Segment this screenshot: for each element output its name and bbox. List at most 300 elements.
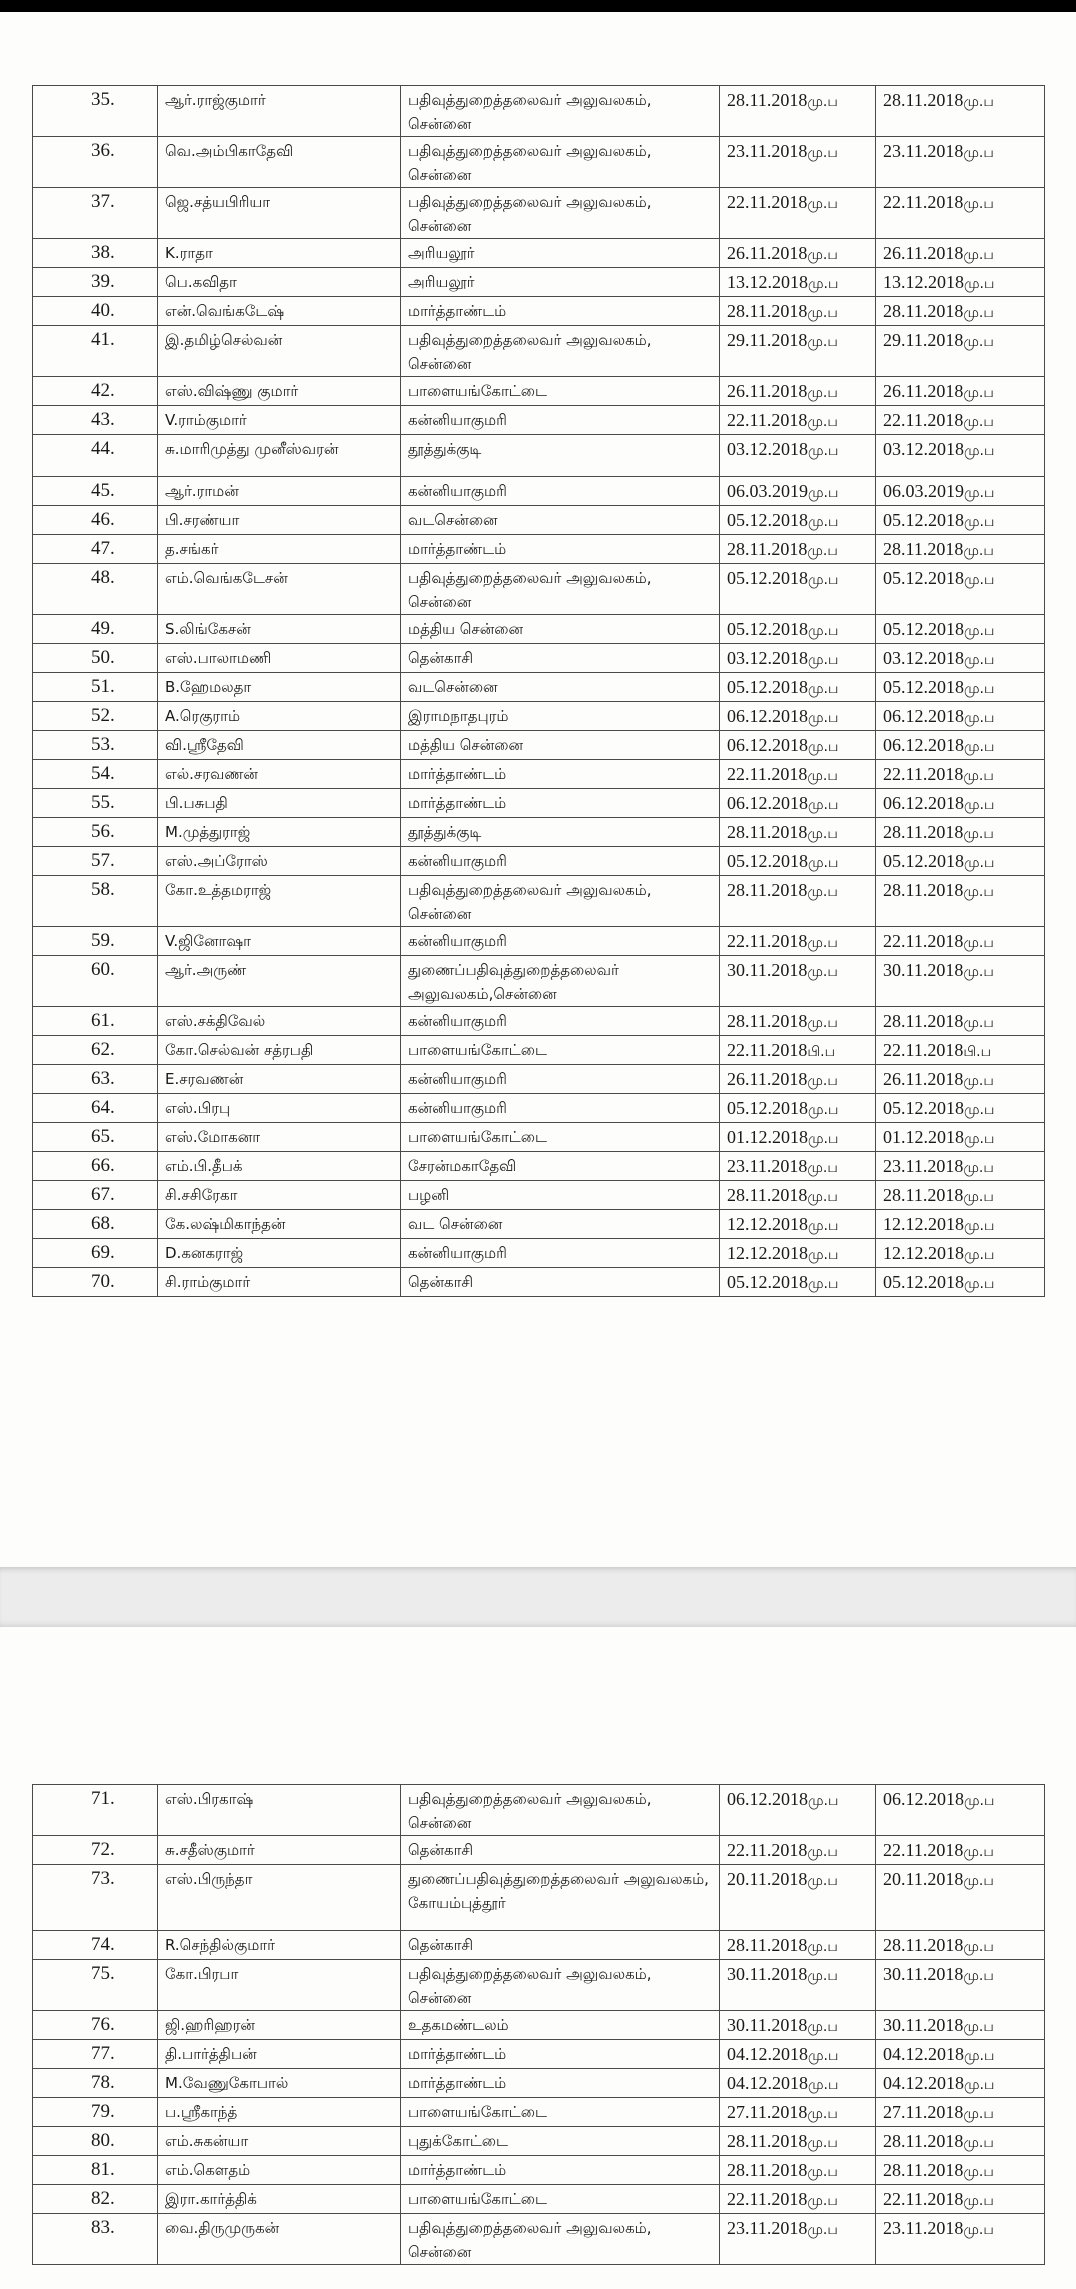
office-location: மத்திய சென்னை (401, 731, 720, 760)
date-to (876, 2069, 1045, 2098)
document-page-2 (0, 1627, 1076, 2289)
office-location: உதகமண்டலம் (401, 2011, 720, 2040)
office-location: பதிவுத்துறைத்தலைவர் அலுவலகம், சென்னை (401, 1960, 720, 2011)
session-label: மு.ப (808, 855, 839, 871)
table-row (33, 876, 1045, 927)
session-label: மு.ப (808, 1102, 839, 1118)
date-value: 28.11.2018 (883, 880, 964, 900)
session-label: மு.ப (964, 1276, 995, 1292)
office-location: பதிவுத்துறைத்தலைவர் அலுவலகம், சென்னை (401, 188, 720, 239)
session-label: மு.ப (808, 572, 839, 588)
session-label: மு.ப (964, 1218, 995, 1234)
person-name: எம்.பி.தீபக் (158, 1152, 401, 1181)
table-row (33, 239, 1045, 268)
date-value: 26.11.2018 (883, 381, 964, 401)
office-location: மார்த்தாண்டம் (401, 760, 720, 789)
date-value: 26.11.2018 (727, 243, 808, 263)
session-label: மு.ப (808, 1793, 839, 1809)
office-location: பதிவுத்துறைத்தலைவர் அலுவலகம், சென்னை (401, 1785, 720, 1836)
table-row (33, 1785, 1045, 1836)
session-label: மு.ப (808, 681, 839, 697)
session-label: மு.ப (807, 247, 838, 263)
date-from (720, 477, 876, 506)
table-row (33, 297, 1045, 326)
session-label: மு.ப (807, 414, 838, 430)
office-location: கன்னியாகுமரி (401, 927, 720, 956)
date-value: 28.11.2018 (883, 539, 964, 559)
date-from (720, 615, 876, 644)
date-to (876, 927, 1045, 956)
serial-number: 48. (33, 564, 158, 615)
table-row (33, 1152, 1045, 1181)
date-to (876, 2156, 1045, 2185)
date-from (720, 760, 876, 789)
date-value: 05.12.2018 (883, 1098, 964, 1118)
date-to (876, 789, 1045, 818)
office-location: கன்னியாகுமரி (401, 847, 720, 876)
session-label: மு.ப (807, 964, 838, 980)
date-value: 05.12.2018 (883, 510, 964, 530)
date-value: 05.12.2018 (883, 619, 964, 639)
session-label: மு.ப (808, 276, 839, 292)
office-location: மார்த்தாண்டம் (401, 2040, 720, 2069)
date-to (876, 406, 1045, 435)
date-value: 30.11.2018 (727, 960, 808, 980)
table-row (33, 1960, 1045, 2011)
date-value: 03.12.2018 (883, 439, 964, 459)
date-value: 30.11.2018 (727, 2015, 808, 2035)
date-value: 30.11.2018 (883, 2015, 964, 2035)
person-name: V.ராம்குமார் (158, 406, 401, 435)
date-value: 28.11.2018 (727, 539, 808, 559)
table-row (33, 702, 1045, 731)
table-row (33, 1836, 1045, 1865)
person-name: வெ.அம்பிகாதேவி (158, 137, 401, 188)
date-value: 06.03.2019 (727, 481, 808, 501)
date-value: 22.11.2018 (883, 192, 964, 212)
session-label: மு.ப (964, 652, 995, 668)
session-label: மு.ப (808, 652, 839, 668)
session-label: மு.ப (808, 485, 839, 501)
table-row (33, 2040, 1045, 2069)
serial-number: 60. (33, 956, 158, 1007)
table-row (33, 2069, 1045, 2098)
date-to (876, 760, 1045, 789)
date-value: 01.12.2018 (883, 1127, 964, 1147)
office-location: தூத்துக்குடி (401, 435, 720, 477)
person-name: எம்.கௌதம் (158, 2156, 401, 2185)
serial-number: 49. (33, 615, 158, 644)
date-to (876, 702, 1045, 731)
session-label: மு.ப (964, 514, 995, 530)
office-location: மார்த்தாண்டம் (401, 2069, 720, 2098)
person-name: எஸ்.அப்ரோஸ் (158, 847, 401, 876)
session-label: மு.ப (963, 1968, 994, 1984)
date-value: 22.11.2018 (727, 2189, 808, 2209)
session-label: மு.ப (963, 145, 994, 161)
date-from (720, 1785, 876, 1836)
session-label: மு.ப (963, 768, 994, 784)
session-label: மு.ப (963, 94, 994, 110)
serial-number: 43. (33, 406, 158, 435)
date-from (720, 1239, 876, 1268)
date-to (876, 673, 1045, 702)
table-row (33, 956, 1045, 1007)
person-name: த.சங்கர் (158, 535, 401, 564)
table-row (33, 1094, 1045, 1123)
table-row (33, 1210, 1045, 1239)
serial-number: 59. (33, 927, 158, 956)
date-value: 23.11.2018 (883, 1156, 964, 1176)
date-to (876, 435, 1045, 477)
date-value: 12.12.2018 (727, 1214, 808, 1234)
date-value: 04.12.2018 (883, 2073, 964, 2093)
serial-number: 51. (33, 673, 158, 702)
session-label: பி.ப (963, 1044, 991, 1060)
date-value: 06.03.2019 (883, 481, 964, 501)
person-name: எல்.சரவணன் (158, 760, 401, 789)
office-location: துணைப்பதிவுத்துறைத்தலைவர் அலுவலகம், கோயம்புத்தூர் (401, 1865, 720, 1931)
session-label: மு.ப (963, 1160, 994, 1176)
date-value: 05.12.2018 (727, 619, 808, 639)
date-to (876, 2214, 1045, 2265)
serial-number: 56. (33, 818, 158, 847)
table-row (33, 188, 1045, 239)
session-label: மு.ப (963, 2135, 994, 2151)
person-name: எஸ்.பிரபு (158, 1094, 401, 1123)
office-location: பதிவுத்துறைத்தலைவர் அலுவலகம், சென்னை (401, 137, 720, 188)
date-to (876, 477, 1045, 506)
date-value: 20.11.2018 (883, 1869, 964, 1889)
session-label: மு.ப (963, 2193, 994, 2209)
date-to (876, 1931, 1045, 1960)
date-to (876, 1268, 1045, 1297)
session-label: மு.ப (963, 1844, 994, 1860)
person-name: கோ.உத்தமராஜ் (158, 876, 401, 927)
serial-number: 45. (33, 477, 158, 506)
person-name: எஸ்.மோகனா (158, 1123, 401, 1152)
date-value: 12.12.2018 (883, 1214, 964, 1234)
date-value: 05.12.2018 (883, 677, 964, 697)
date-value: 29.11.2018 (727, 330, 808, 350)
serial-number: 64. (33, 1094, 158, 1123)
table-row (33, 506, 1045, 535)
date-from (720, 731, 876, 760)
session-label: மு.ப (808, 2077, 839, 2093)
date-value: 29.11.2018 (883, 330, 964, 350)
date-to (876, 1123, 1045, 1152)
session-label: மு.ப (964, 855, 995, 871)
table-row (33, 1007, 1045, 1036)
table-row (33, 86, 1045, 137)
date-from (720, 2127, 876, 2156)
table-row (33, 564, 1045, 615)
table-row (33, 2156, 1045, 2185)
session-label: மு.ப (807, 768, 838, 784)
serial-number: 63. (33, 1065, 158, 1094)
date-value: 05.12.2018 (727, 677, 808, 697)
session-label: மு.ப (963, 2106, 994, 2122)
table-row (33, 435, 1045, 477)
session-label: மு.ப (964, 1247, 995, 1263)
date-value: 28.11.2018 (883, 301, 964, 321)
serial-number: 57. (33, 847, 158, 876)
office-location: சேரன்மகாதேவி (401, 1152, 720, 1181)
table-row (33, 1931, 1045, 1960)
office-location: கன்னியாகுமரி (401, 1065, 720, 1094)
date-to (876, 239, 1045, 268)
session-label: மு.ப (807, 2164, 838, 2180)
date-value: 04.12.2018 (727, 2073, 808, 2093)
date-value: 23.11.2018 (883, 141, 964, 161)
session-label: மு.ப (964, 485, 995, 501)
person-name: V.ஜினோஷா (158, 927, 401, 956)
date-from (720, 1181, 876, 1210)
office-location: வட சென்னை (401, 1210, 720, 1239)
office-location: மத்திய சென்னை (401, 615, 720, 644)
date-value: 22.11.2018 (727, 931, 808, 951)
date-value: 03.12.2018 (883, 648, 964, 668)
session-label: மு.ப (963, 1873, 994, 1889)
office-location: கன்னியாகுமரி (401, 1239, 720, 1268)
date-to (876, 137, 1045, 188)
person-name: K.ராதா (158, 239, 401, 268)
date-from (720, 956, 876, 1007)
serial-number: 70. (33, 1268, 158, 1297)
serial-number: 69. (33, 1239, 158, 1268)
date-value: 30.11.2018 (883, 960, 964, 980)
person-name: ப.ஸ்ரீகாந்த் (158, 2098, 401, 2127)
session-label: மு.ப (807, 305, 838, 321)
person-name: எஸ்.பிரகாஷ் (158, 1785, 401, 1836)
serial-number: 54. (33, 760, 158, 789)
session-label: மு.ப (963, 1015, 994, 1031)
table-row (33, 818, 1045, 847)
table-row (33, 615, 1045, 644)
person-name: எஸ்.விஷ்ணு குமார் (158, 377, 401, 406)
date-value: 05.12.2018 (883, 1272, 964, 1292)
date-value: 30.11.2018 (727, 1964, 808, 1984)
session-label: மு.ப (964, 1131, 995, 1147)
date-from (720, 406, 876, 435)
office-location: பாளையங்கோட்டை (401, 1036, 720, 1065)
date-value: 23.11.2018 (883, 2218, 964, 2238)
session-label: மு.ப (807, 196, 838, 212)
session-label: மு.ப (808, 710, 839, 726)
date-to (876, 377, 1045, 406)
date-to (876, 297, 1045, 326)
serial-number: 50. (33, 644, 158, 673)
serial-number: 47. (33, 535, 158, 564)
office-location: பழனி (401, 1181, 720, 1210)
person-name: சி.ராம்குமார் (158, 1268, 401, 1297)
session-label: மு.ப (963, 334, 994, 350)
session-label: மு.ப (963, 305, 994, 321)
serial-number: 55. (33, 789, 158, 818)
date-to (876, 1836, 1045, 1865)
office-location: தென்காசி (401, 1836, 720, 1865)
session-label: மு.ப (807, 935, 838, 951)
session-label: மு.ப (808, 514, 839, 530)
date-from (720, 1007, 876, 1036)
date-from (720, 2040, 876, 2069)
date-value: 26.11.2018 (727, 1069, 808, 1089)
document-page-1 (0, 12, 1076, 1567)
date-value: 13.12.2018 (883, 272, 964, 292)
serial-number: 78. (33, 2069, 158, 2098)
person-name: ஆர்.ராமன் (158, 477, 401, 506)
date-from (720, 702, 876, 731)
serial-number: 58. (33, 876, 158, 927)
date-from (720, 1152, 876, 1181)
office-location: பதிவுத்துறைத்தலைவர் அலுவலகம், சென்னை (401, 86, 720, 137)
date-value: 26.11.2018 (727, 381, 808, 401)
date-to (876, 644, 1045, 673)
session-label: மு.ப (964, 739, 995, 755)
assignment-table-2 (32, 1784, 1045, 2265)
person-name: வை.திருமுருகன் (158, 2214, 401, 2265)
person-name: இ.தமிழ்செல்வன் (158, 326, 401, 377)
table-row (33, 847, 1045, 876)
date-from (720, 1268, 876, 1297)
table-row (33, 1865, 1045, 1931)
serial-number: 77. (33, 2040, 158, 2069)
serial-number: 39. (33, 268, 158, 297)
serial-number: 67. (33, 1181, 158, 1210)
date-to (876, 2011, 1045, 2040)
date-to (876, 1785, 1045, 1836)
date-to (876, 1960, 1045, 2011)
person-name: M.முத்துராஜ் (158, 818, 401, 847)
date-to (876, 615, 1045, 644)
table-row (33, 1239, 1045, 1268)
serial-number: 66. (33, 1152, 158, 1181)
date-value: 01.12.2018 (727, 1127, 808, 1147)
session-label: மு.ப (964, 276, 995, 292)
table-row (33, 673, 1045, 702)
date-to (876, 847, 1045, 876)
person-name: கோ.செல்வன் சத்ரபதி (158, 1036, 401, 1065)
date-value: 28.11.2018 (883, 90, 964, 110)
date-from (720, 86, 876, 137)
date-from (720, 927, 876, 956)
date-value: 05.12.2018 (727, 1272, 808, 1292)
date-from (720, 188, 876, 239)
date-to (876, 1065, 1045, 1094)
date-value: 28.11.2018 (883, 2131, 964, 2151)
date-from (720, 377, 876, 406)
serial-number: 37. (33, 188, 158, 239)
date-from (720, 2011, 876, 2040)
office-location: பதிவுத்துறைத்தலைவர் அலுவலகம், சென்னை (401, 2214, 720, 2265)
date-to (876, 1007, 1045, 1036)
person-name: எஸ்.பிருந்தா (158, 1865, 401, 1931)
date-from (720, 435, 876, 477)
date-value: 22.11.2018 (883, 1040, 964, 1060)
person-name: ஜி.ஹரிஹரன் (158, 2011, 401, 2040)
session-label: மு.ப (963, 543, 994, 559)
session-label: மு.ப (807, 1073, 838, 1089)
office-location: தூத்துக்குடி (401, 818, 720, 847)
person-name: சி.சசிரேகா (158, 1181, 401, 1210)
date-to (876, 731, 1045, 760)
table-row (33, 1268, 1045, 1297)
session-label: மு.ப (963, 826, 994, 842)
serial-number: 75. (33, 1960, 158, 2011)
date-to (876, 1181, 1045, 1210)
date-value: 28.11.2018 (727, 822, 808, 842)
serial-number: 80. (33, 2127, 158, 2156)
table-row (33, 2127, 1045, 2156)
session-label: மு.ப (807, 1015, 838, 1031)
serial-number: 83. (33, 2214, 158, 2265)
person-name: சு.மாரிமுத்து முனீஸ்வரன் (158, 435, 401, 477)
person-name: S.லிங்கேசன் (158, 615, 401, 644)
date-value: 05.12.2018 (727, 851, 808, 871)
person-name: B.ஹேமலதா (158, 673, 401, 702)
office-location: பதிவுத்துறைத்தலைவர் அலுவலகம், சென்னை (401, 876, 720, 927)
serial-number: 72. (33, 1836, 158, 1865)
session-label: மு.ப (963, 2019, 994, 2035)
date-value: 22.11.2018 (727, 764, 808, 784)
date-from (720, 1210, 876, 1239)
date-value: 28.11.2018 (727, 1185, 808, 1205)
date-value: 06.12.2018 (727, 793, 808, 813)
person-name: A.ரெகுராம் (158, 702, 401, 731)
session-label: மு.ப (807, 826, 838, 842)
session-label: பி.ப (807, 1044, 835, 1060)
person-name: என்.வெங்கடேஷ் (158, 297, 401, 326)
date-to (876, 506, 1045, 535)
table-row (33, 1036, 1045, 1065)
session-label: மு.ப (963, 964, 994, 980)
office-location: புதுக்கோட்டை (401, 2127, 720, 2156)
date-value: 06.12.2018 (727, 735, 808, 755)
date-from (720, 268, 876, 297)
office-location: மார்த்தாண்டம் (401, 2156, 720, 2185)
date-to (876, 268, 1045, 297)
table-row (33, 789, 1045, 818)
session-label: மு.ப (963, 2164, 994, 2180)
date-from (720, 326, 876, 377)
date-to (876, 86, 1045, 137)
date-from (720, 1836, 876, 1865)
person-name: எம்.சுகன்யா (158, 2127, 401, 2156)
person-name: எம்.வெங்கடேசன் (158, 564, 401, 615)
date-value: 28.11.2018 (883, 2160, 964, 2180)
date-value: 23.11.2018 (727, 2218, 808, 2238)
session-label: மு.ப (964, 443, 995, 459)
date-value: 26.11.2018 (883, 1069, 964, 1089)
date-value: 28.11.2018 (883, 1935, 964, 1955)
table-row (33, 2098, 1045, 2127)
serial-number: 62. (33, 1036, 158, 1065)
date-value: 28.11.2018 (727, 2160, 808, 2180)
serial-number: 52. (33, 702, 158, 731)
session-label: மு.ப (807, 1189, 838, 1205)
session-label: மு.ப (808, 443, 839, 459)
office-location: அரியலூர் (401, 239, 720, 268)
assignment-table-1 (32, 85, 1045, 1297)
table-row (33, 760, 1045, 789)
date-from (720, 1065, 876, 1094)
table-row (33, 2011, 1045, 2040)
session-label: மு.ப (808, 739, 839, 755)
session-label: மு.ப (807, 145, 838, 161)
date-value: 05.12.2018 (883, 851, 964, 871)
session-label: மு.ப (808, 1276, 839, 1292)
table-row (33, 1181, 1045, 1210)
